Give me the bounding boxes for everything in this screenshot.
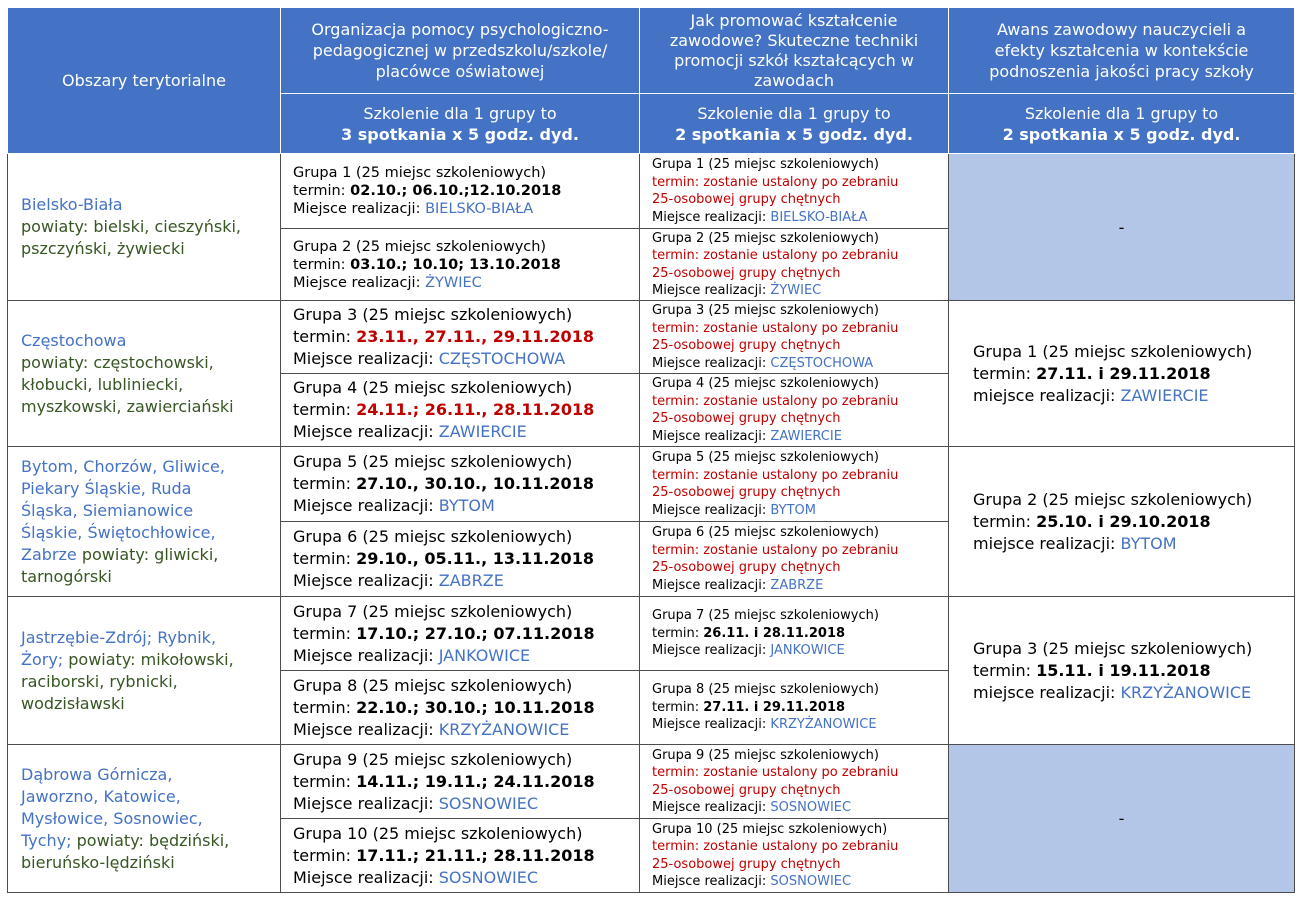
header-course-1: Organizacja pomocy psychologiczno- pedagogicznej w przedszkolu/szkole/ placówce oświatowej (281, 8, 640, 94)
region-bytom-group: Bytom, Chorzów, Gliwice, Piekary Śląskie, Ruda Śląska, Siemianowice Śląskie, Świętochłowice, Zabrze powiaty: gliwicki, tarnogórski (8, 447, 281, 597)
course3-empty-cell: - (949, 745, 1295, 893)
course1-group-2: Grupa 2 (25 miejsc szkoleniowych) termin: 03.10.; 10.10; 13.10.2018 Miejsce realizacji: ŻYWIEC (281, 229, 640, 301)
subheader-course-1: Szkolenie dla 1 grupy to 3 spotkania x 5 godz. dyd. (281, 94, 640, 154)
course1-group-8: Grupa 8 (25 miejsc szkoleniowych) termin: 22.10.; 30.10.; 10.11.2018 Miejsce realizacji: KRZYŻANOWICE (281, 671, 640, 745)
course1-group-7: Grupa 7 (25 miejsc szkoleniowych) termin: 17.10.; 27.10.; 07.11.2018 Miejsce realizacji: JANKOWICE (281, 597, 640, 671)
course1-group-9: Grupa 9 (25 miejsc szkoleniowych) termin: 14.11.; 19.11.; 24.11.2018 Miejsce realizacji: SOSNOWIEC (281, 745, 640, 819)
region-czestochowa: Częstochowa powiaty: częstochowski, kłobucki, lubliniecki, myszkowski, zawierciański (8, 301, 281, 447)
course1-group-3: Grupa 3 (25 miejsc szkoleniowych) termin: 23.11., 27.11., 29.11.2018 Miejsce realizacji: CZĘSTOCHOWA (281, 301, 640, 374)
course1-group-1: Grupa 1 (25 miejsc szkoleniowych) termin: 02.10.; 06.10.;12.10.2018 Miejsce realizacji: BIELSKO-BIAŁA (281, 154, 640, 229)
course1-group-4: Grupa 4 (25 miejsc szkoleniowych) termin: 24.11.; 26.11., 28.11.2018 Miejsce realizacji: ZAWIERCIE (281, 374, 640, 447)
table-row (8, 447, 1295, 522)
course2-group-7: Grupa 7 (25 miejsc szkoleniowych) termin: 26.11. i 28.11.2018 Miejsce realizacji: JANKOWICE (640, 597, 949, 671)
course2-group-2: Grupa 2 (25 miejsc szkoleniowych) termin: zostanie ustalony po zebraniu 25-osobowej grupy chętnych Miejsce realizacji: ŻYWIEC (640, 229, 949, 301)
course2-group-1: Grupa 1 (25 miejsc szkoleniowych) termin: zostanie ustalony po zebraniu 25-osobowej grupy chętnych Miejsce realizacji: BIELSKO-BIAŁA (640, 154, 949, 229)
subheader-course-3: Szkolenie dla 1 grupy to 2 spotkania x 5 godz. dyd. (949, 94, 1295, 154)
course2-group-5: Grupa 5 (25 miejsc szkoleniowych) termin: zostanie ustalony po zebraniu 25-osobowej grupy chętnych Miejsce realizacji: BYTOM (640, 447, 949, 522)
header-course-2: Jak promować kształcenie zawodowe? Skuteczne techniki promocji szkół kształcących w zawodach (640, 8, 949, 94)
course2-group-10: Grupa 10 (25 miejsc szkoleniowych) termin: zostanie ustalony po zebraniu 25-osobowej grupy chętnych Miejsce realizacji: SOSNOWIEC (640, 819, 949, 893)
subheader-course-2: Szkolenie dla 1 grupy to 2 spotkania x 5 godz. dyd. (640, 94, 949, 154)
header-row (8, 8, 1295, 94)
course2-group-4: Grupa 4 (25 miejsc szkoleniowych) termin: zostanie ustalony po zebraniu 25-osobowej grupy chętnych Miejsce realizacji: ZAWIERCIE (640, 374, 949, 447)
course2-group-9: Grupa 9 (25 miejsc szkoleniowych) termin: zostanie ustalony po zebraniu 25-osobowej grupy chętnych Miejsce realizacji: SOSNOWIEC (640, 745, 949, 819)
course2-group-8: Grupa 8 (25 miejsc szkoleniowych) termin: 27.11. i 29.11.2018 Miejsce realizacji: KRZYŻANOWICE (640, 671, 949, 745)
course2-group-3: Grupa 3 (25 miejsc szkoleniowych) termin: zostanie ustalony po zebraniu 25-osobowej grupy chętnych Miejsce realizacji: CZĘSTOCHOWA (640, 301, 949, 374)
header-course-3: Awans zawodowy nauczycieli a efekty kształcenia w kontekście podnoszenia jakości pracy szkoły (949, 8, 1295, 94)
region-bielsko-biala: Bielsko-Biała powiaty: bielski, cieszyński, pszczyński, żywiecki (8, 154, 281, 301)
table-row (8, 301, 1295, 374)
course1-group-10: Grupa 10 (25 miejsc szkoleniowych) termin: 17.11.; 21.11.; 28.11.2018 Miejsce realizacji: SOSNOWIEC (281, 819, 640, 893)
schedule-table (7, 7, 1295, 893)
course3-group-3: Grupa 3 (25 miejsc szkoleniowych) termin: 15.11. i 19.11.2018 miejsce realizacji: KRZYŻANOWICE (949, 597, 1295, 745)
course1-group-5: Grupa 5 (25 miejsc szkoleniowych) termin: 27.10., 30.10., 10.11.2018 Miejsce realizacji: BYTOM (281, 447, 640, 522)
course3-group-2: Grupa 2 (25 miejsc szkoleniowych) termin: 25.10. i 29.10.2018 miejsce realizacji: BYTOM (949, 447, 1295, 597)
course3-group-1: Grupa 1 (25 miejsc szkoleniowych) termin: 27.11. i 29.11.2018 miejsce realizacji: ZAWIERCIE (949, 301, 1295, 447)
course2-group-6: Grupa 6 (25 miejsc szkoleniowych) termin: zostanie ustalony po zebraniu 25-osobowej grupy chętnych Miejsce realizacji: ZABRZE (640, 522, 949, 597)
region-dabrowa-group: Dąbrowa Górnicza, Jaworzno, Katowice, Mysłowice, Sosnowiec, Tychy; powiaty: będziński, bieruńsko-lędziński (8, 745, 281, 893)
table-row (8, 745, 1295, 819)
course1-group-6: Grupa 6 (25 miejsc szkoleniowych) termin: 29.10., 05.11., 13.11.2018 Miejsce realizacji: ZABRZE (281, 522, 640, 597)
table-row (8, 597, 1295, 671)
table-row (8, 154, 1295, 229)
header-regions: Obszary terytorialne (8, 8, 281, 154)
region-jastrzebie-group: Jastrzębie-Zdrój; Rybnik, Żory; powiaty: mikołowski, raciborski, rybnicki, wodzisławski (8, 597, 281, 745)
course3-empty-cell: - (949, 154, 1295, 301)
